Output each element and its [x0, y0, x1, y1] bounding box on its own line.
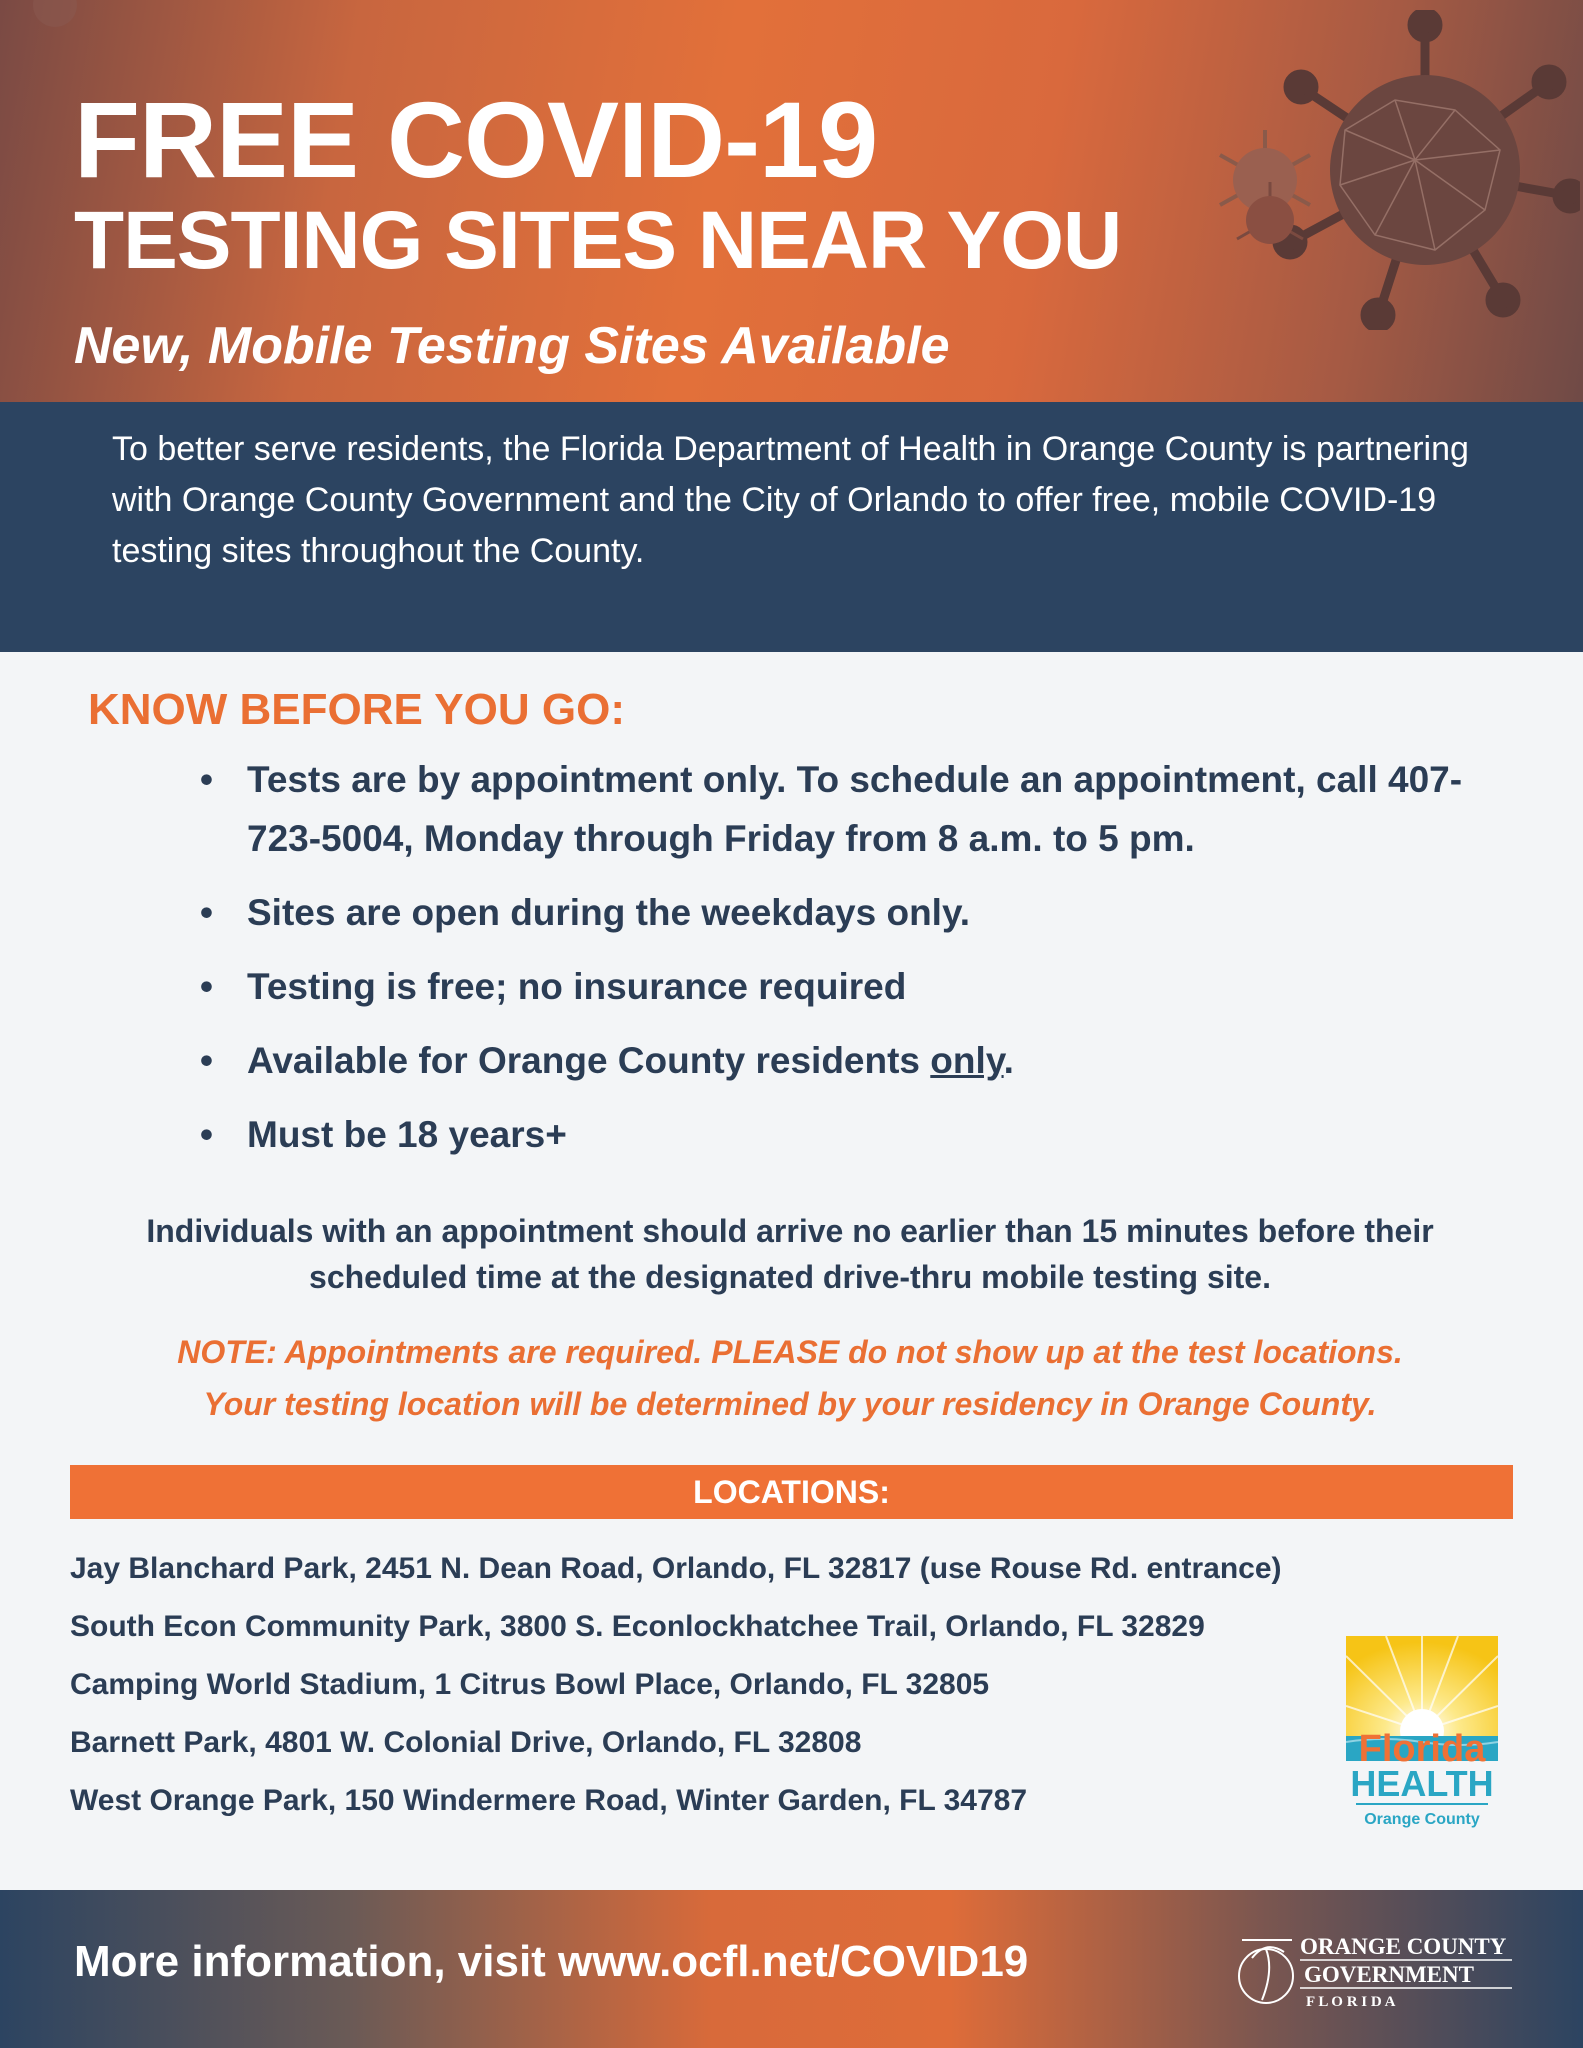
title-line-1: FREE COVID-19: [74, 79, 878, 200]
orange-county-logo-text: Orange County: [1364, 1811, 1480, 1828]
intro-section: [0, 402, 1583, 652]
coronavirus-faint-icon: [0, 0, 120, 60]
oc-logo-line3: F L O R I D A: [1306, 1994, 1396, 2010]
bullet-icon: •: [200, 759, 213, 800]
florida-logo-text: Florida: [1358, 1728, 1486, 1770]
location-item: West Orange Park, 150 Windermere Road, Winter Garden, FL 34787: [70, 1784, 1028, 1817]
list-item: • Available for Orange County residents only.: [200, 1031, 1500, 1090]
location-item: South Econ Community Park, 3800 S. Econlockhatchee Trail, Orlando, FL 32829: [70, 1610, 1205, 1643]
arrival-instructions: Individuals with an appointment should arrive no earlier than 15 minutes before their scheduled time at the designated drive-thru mobile testing site.: [146, 1213, 1434, 1295]
intro-text: To better serve residents, the Florida Department of Health in Orange County is partnering with Orange County Government and the City of Orlando to offer free, mobile COVID-19 testing sites throughout the County.: [112, 430, 1469, 570]
title-line-2: TESTING SITES NEAR YOU: [74, 195, 1122, 286]
requirements-list: [200, 750, 1500, 1179]
header-banner: [0, 0, 1583, 402]
appointment-note: [80, 1326, 1500, 1430]
florida-health-logo: [1346, 1636, 1498, 1834]
location-item: Jay Blanchard Park, 2451 N. Dean Road, Orlando, FL 32817 (use Rouse Rd. entrance): [70, 1552, 1282, 1585]
bullet-icon: •: [200, 892, 213, 933]
list-item: • Testing is free; no insurance required: [200, 957, 1500, 1016]
subtitle: New, Mobile Testing Sites Available: [74, 317, 950, 375]
bullet-icon: •: [200, 1040, 213, 1081]
footer-banner: [0, 1890, 1583, 2048]
bullet-icon: •: [200, 1114, 213, 1155]
only-emphasis: only: [930, 1040, 1004, 1081]
bullet-icon: •: [200, 966, 213, 1007]
coronavirus-small-icon: [1225, 175, 1315, 265]
oc-logo-line2: GOVERNMENT: [1304, 1962, 1474, 1987]
appointment-only-emphasis: appointment only: [470, 759, 777, 800]
list-item: • Must be 18 years+: [200, 1105, 1500, 1164]
know-before-you-go-heading: KNOW BEFORE YOU GO:: [88, 685, 625, 734]
list-item: • Sites are open during the weekdays only.: [200, 883, 1500, 942]
note-line-1: NOTE: Appointments are required. PLEASE do not show up at the test locations.: [177, 1334, 1403, 1370]
location-item: Barnett Park, 4801 W. Colonial Drive, Orlando, FL 32808: [70, 1726, 862, 1759]
location-item: Camping World Stadium, 1 Citrus Bowl Place, Orlando, FL 32805: [70, 1668, 990, 1701]
locations-heading: LOCATIONS:: [70, 1465, 1513, 1519]
locations-list: [70, 1540, 1282, 1830]
note-line-2: Your testing location will be determined by your residency in Orange County.: [203, 1386, 1377, 1422]
health-logo-text: HEALTH: [1350, 1763, 1494, 1804]
orange-county-government-logo: [1232, 1930, 1514, 2012]
more-info-link[interactable]: More information, visit www.ocfl.net/COVID19: [74, 1937, 1029, 1986]
oc-logo-line1: ORANGE COUNTY: [1300, 1934, 1507, 1959]
list-item: • Tests are by appointment only. To schedule an appointment, call 407-723-5004, Monday through Friday from 8 a.m. to 5 pm.: [200, 750, 1500, 868]
